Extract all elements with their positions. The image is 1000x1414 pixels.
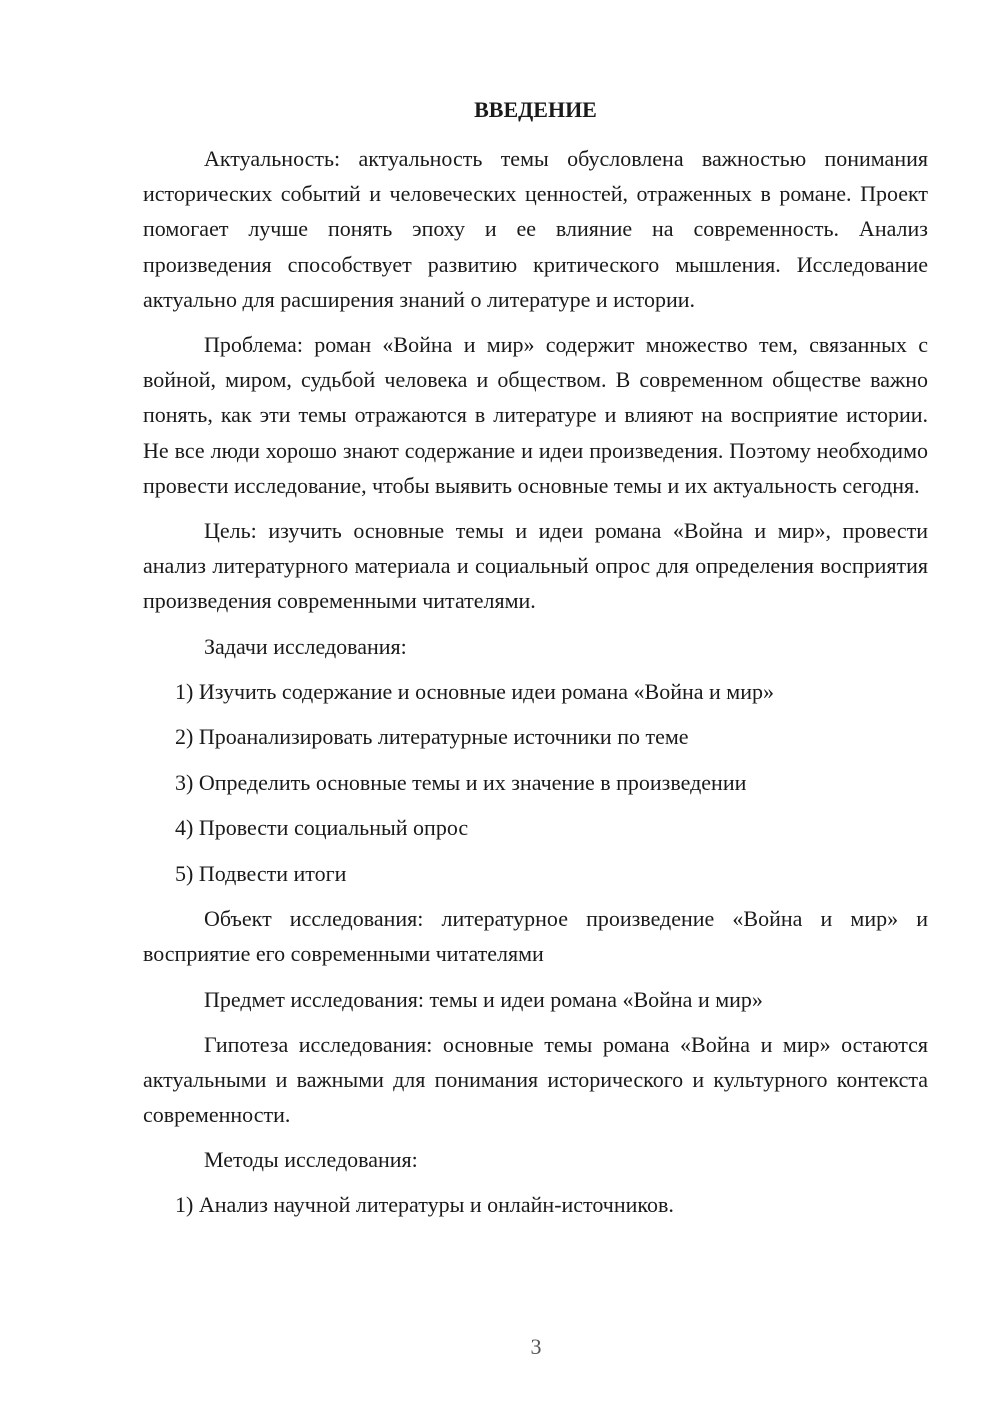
list-item: 2) Проанализировать литературные источники по теме bbox=[175, 724, 689, 750]
object-paragraph: Объект исследования: литературное произведение «Война и мир» и восприятие его современными читателями bbox=[143, 906, 928, 967]
goal-paragraph: Цель: изучить основные темы и идеи романа «Война и мир», провести анализ литературного материала и социальный опрос для определения восприятия произведения современными читателями. bbox=[143, 518, 928, 614]
section-heading: ВВЕДЕНИЕ bbox=[474, 97, 597, 122]
list-item: 1) Анализ научной литературы и онлайн-источников. bbox=[175, 1192, 674, 1218]
tasks-label: Задачи исследования: bbox=[204, 633, 407, 659]
methods-label: Методы исследования: bbox=[204, 1147, 418, 1173]
subject-paragraph: Предмет исследования: темы и идеи романа «Война и мир» bbox=[204, 986, 763, 1012]
methods-list bbox=[143, 1187, 928, 1222]
list-item: 3) Определить основные темы и их значение в произведении bbox=[175, 769, 747, 795]
hypothesis-paragraph: Гипотеза исследования: основные темы романа «Война и мир» остаются актуальными и важными для понимания исторического и культурного контекста современности. bbox=[143, 1031, 928, 1128]
tasks-list bbox=[143, 674, 928, 891]
page-number: 3 bbox=[530, 1334, 542, 1359]
list-item: 4) Провести социальный опрос bbox=[175, 815, 469, 841]
list-item: 5) Подвести итоги bbox=[175, 860, 347, 886]
relevance-paragraph: Актуальность: актуальность темы обусловлена важностью понимания исторических событий и человеческих ценностей, отраженных в романе. Проект помогает лучше понять эпоху и ее влияние на современность. Анализ произведения способствует развитию критического мышления. Исследование актуально для расширения знаний о литературе и истории. bbox=[143, 146, 928, 312]
problem-paragraph: Проблема: роман «Война и мир» содержит множество тем, связанных с войной, миром, судьбой человека и обществом. В современном обществе важно понять, как эти темы отражаются в литературе и влияют на восприятие истории. Не все люди хорошо знают содержание и идеи произведения. Поэтому необходимо провести исследование, чтобы выявить основные темы и их актуальность сегодня. bbox=[143, 332, 928, 498]
list-item: 1) Изучить содержание и основные идеи романа «Война и мир» bbox=[175, 678, 774, 704]
document-page bbox=[143, 95, 928, 1233]
